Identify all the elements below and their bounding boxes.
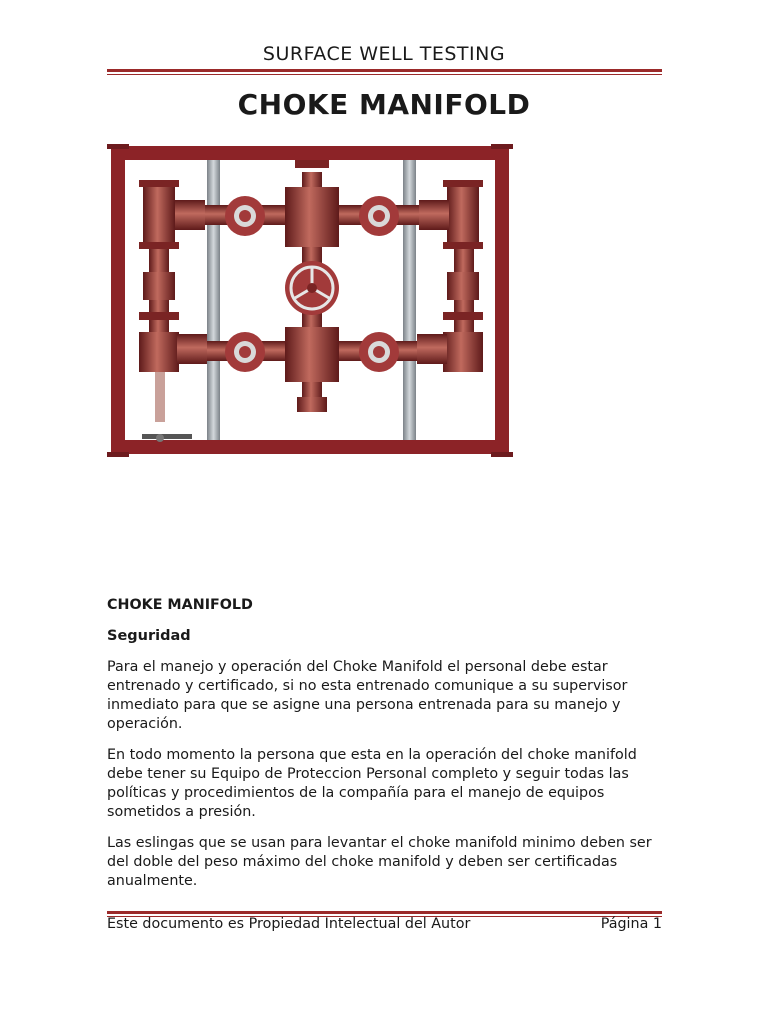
handwheel xyxy=(285,261,339,315)
right-choke-assembly xyxy=(417,180,483,372)
choke-manifold-illustration xyxy=(107,142,517,460)
document-body xyxy=(107,596,667,891)
page-header-title: SURFACE WELL TESTING xyxy=(262,43,506,65)
section-heading: CHOKE MANIFOLD xyxy=(107,597,253,613)
page-number: Página 1 xyxy=(600,916,662,932)
footer-copyright-note: Este documento es Propiedad Intelectual del Autor xyxy=(107,916,471,932)
paragraph: En todo momento la persona que esta en la operación del choke manifold debe tener su Equipo de Proteccion Personal completo y seguir todas las políticas y procedimientos de la compañía para el manejo de equipos sometidos a presión. xyxy=(107,747,637,820)
document-title: CHOKE MANIFOLD xyxy=(237,88,531,121)
paragraph: Las eslingas que se usan para levantar el choke manifold minimo deben ser del doble del peso máximo del choke manifold y deben ser certificadas anualmente. xyxy=(107,835,652,889)
section-subheading: Seguridad xyxy=(107,628,191,644)
paragraph: Para el manejo y operación del Choke Manifold el personal debe estar entrenado y certificado, si no esta entrenado comunique a su supervisor inmediato para que se asigne una persona entrenada para su manejo y operación. xyxy=(107,659,628,732)
header-rule xyxy=(107,69,662,75)
